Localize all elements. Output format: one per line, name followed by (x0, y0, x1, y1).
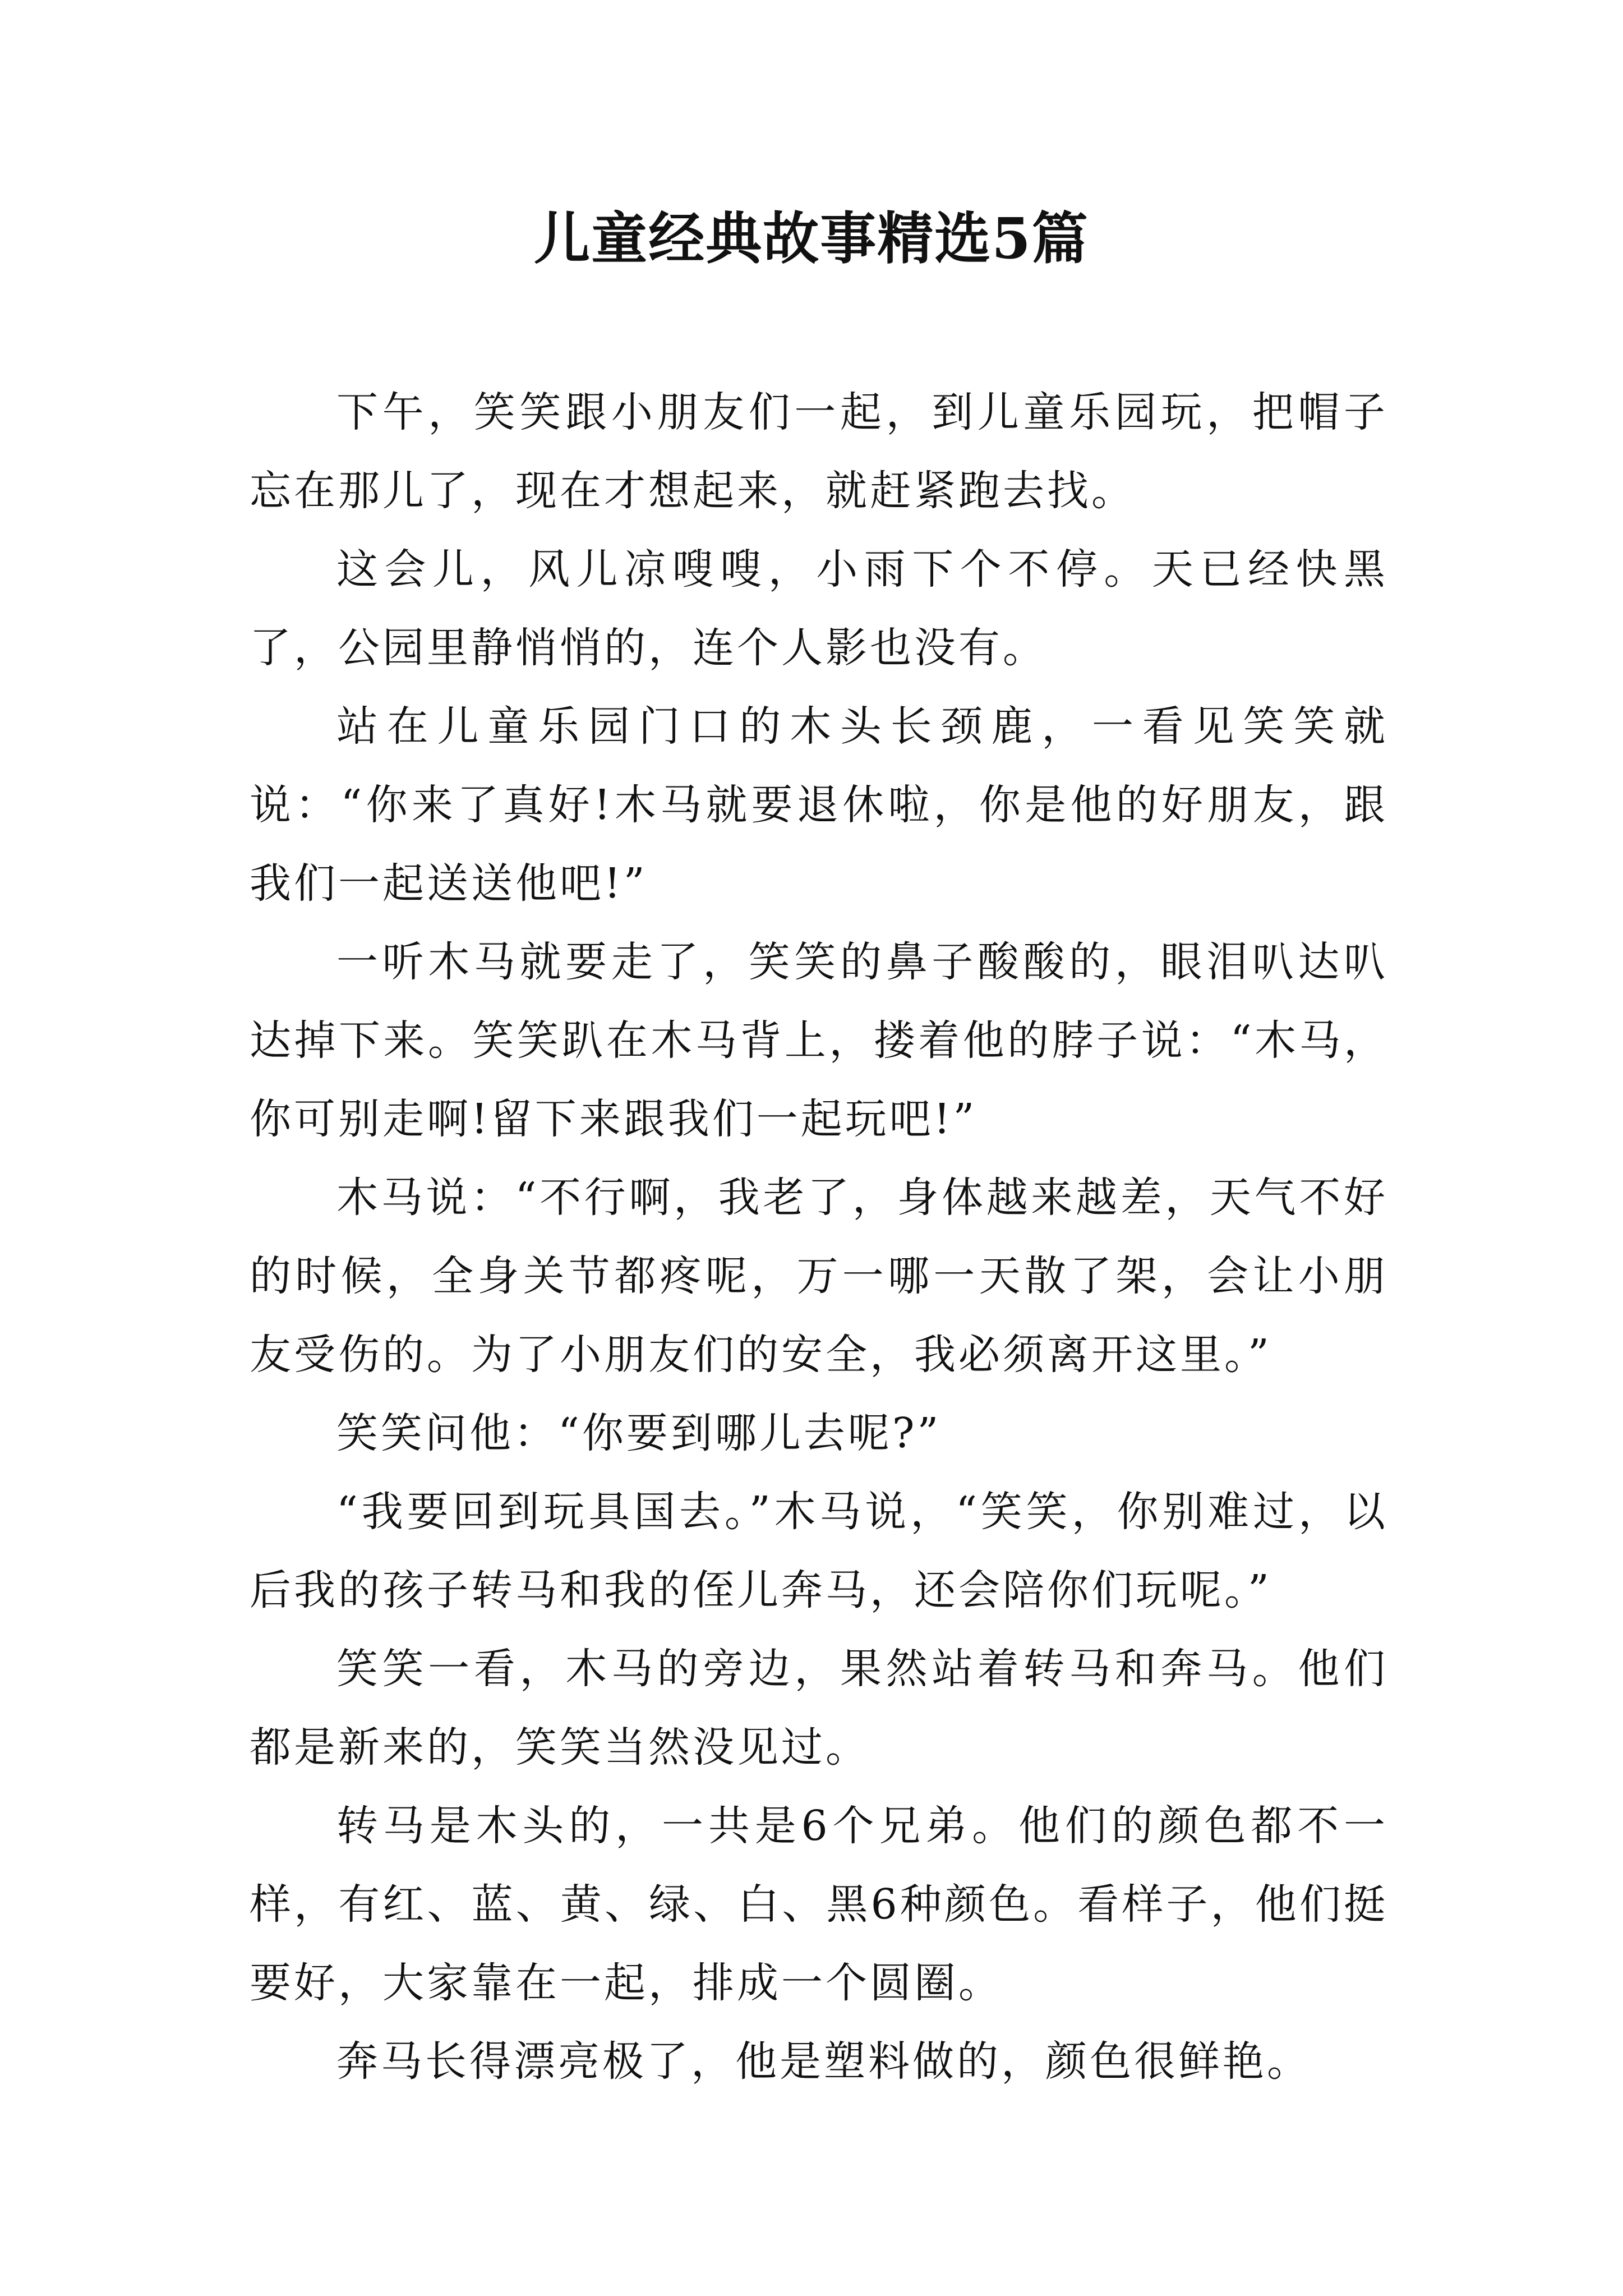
paragraph: 木马说：“不行啊，我老了，身体越来越差，天气不好的时候，全身关节都疼呢，万一哪一天散了架，会让小朋友受伤的。为了小朋友们的安全，我必须离开这里。” (250, 1174, 1388, 1379)
paragraph: 笑笑一看，木马的旁边，果然站着转马和奔马。他们都是新来的，笑笑当然没见过。 (250, 1645, 1388, 1772)
paragraph: 笑笑问他：“你要到哪儿去呢?” (336, 1409, 942, 1457)
paragraph: 转马是木头的，一共是6个兄弟。他们的颜色都不一样，有红、蓝、黄、绿、白、黑6种颜色。看样子，他们挺要好，大家靠在一起，排成一个圆圈。 (250, 1802, 1388, 2007)
paragraph: 奔马长得漂亮极了，他是塑料做的，颜色很鲜艳。 (336, 2037, 1311, 2086)
paragraph: 下午，笑笑跟小朋友们一起，到儿童乐园玩，把帽子忘在那儿了，现在才想起来，就赶紧跑去找。 (250, 388, 1388, 515)
paragraph: 这会儿，风儿凉嗖嗖，小雨下个不停。天已经快黑了，公园里静悄悄的，连个人影也没有。 (250, 545, 1388, 672)
document-body (250, 373, 1388, 2101)
paragraph: 站在儿童乐园门口的木头长颈鹿，一看见笑笑就说：“你来了真好!木马就要退休啦，你是他的好朋友，跟我们一起送送他吧!” (250, 702, 1388, 908)
paragraph: “我要回到玩具国去。”木马说，“笑笑，你别难过，以后我的孩子转马和我的侄儿奔马，还会陪你们玩呢。” (250, 1488, 1388, 1614)
document-title: 儿童经典故事精选5篇 (534, 205, 1089, 272)
paragraph: 一听木马就要走了，笑笑的鼻子酸酸的，眼泪叭达叭达掉下来。笑笑趴在木马背上，搂着他的脖子说：“木马，你可别走啊!留下来跟我们一起玩吧!” (250, 938, 1388, 1143)
